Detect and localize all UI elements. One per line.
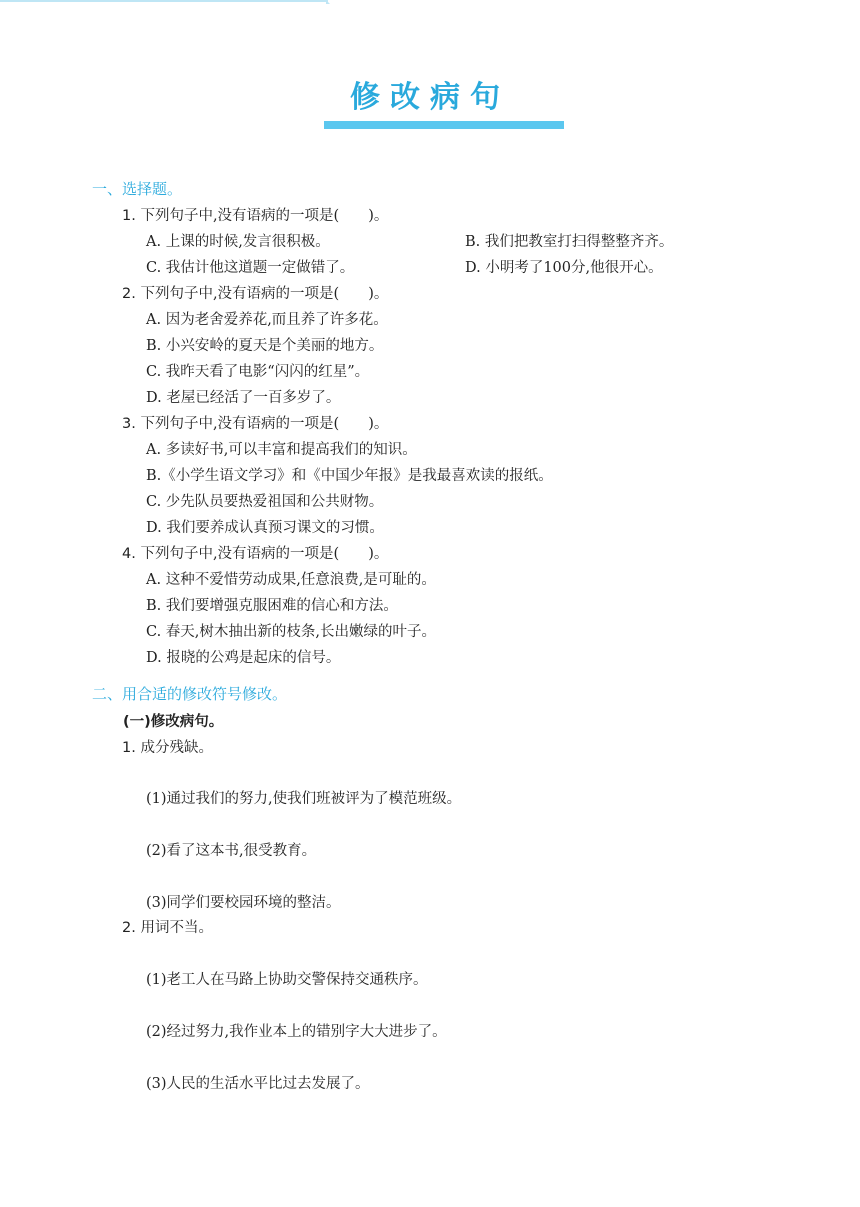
sentence-item: (1)通过我们的努力,使我们班被评为了模范班级。 <box>146 791 462 807</box>
question-stem: 下列句子中,没有语病的一项是( )。 <box>140 286 389 302</box>
option-a: A. 因为老舍爱养花,而且养了许多花。 <box>146 312 388 328</box>
top-rule-tip <box>326 0 330 4</box>
option-c: C. 少先队员要热爱祖国和公共财物。 <box>146 494 384 510</box>
option-a: A. 上课的时候,发言很积极。 <box>146 234 330 250</box>
sentence-item: (1)老工人在马路上协助交警保持交通秩序。 <box>146 972 428 988</box>
option-b: B. 小兴安岭的夏天是个美丽的地方。 <box>146 338 384 354</box>
top-rule <box>0 0 328 2</box>
option-c: C. 春天,树木抽出新的枝条,长出嫩绿的叶子。 <box>146 624 437 640</box>
option-b: B.《小学生语文学习》和《中国少年报》是我最喜欢读的报纸。 <box>146 468 553 484</box>
question-3 <box>122 412 388 433</box>
sentence-item: (3)同学们要校园环境的整洁。 <box>146 895 341 911</box>
group-title: 成分残缺。 <box>140 740 213 756</box>
sentence-item: (3)人民的生活水平比过去发展了。 <box>146 1076 370 1092</box>
section-heading-choice: 一、选择题。 <box>92 180 183 198</box>
option-b: B. 我们把教室打扫得整整齐齐。 <box>465 234 674 250</box>
option-b: B. 我们要增强克服困难的信心和方法。 <box>146 598 398 614</box>
group-1-label <box>122 736 213 757</box>
option-d: D. 老屋已经活了一百多岁了。 <box>146 390 341 406</box>
question-2 <box>122 282 388 303</box>
question-4 <box>122 542 388 563</box>
option-c: C. 我估计他这道题一定做错了。 <box>146 260 355 276</box>
option-c: C. 我昨天看了电影“闪闪的红星”。 <box>146 364 370 380</box>
question-1 <box>122 204 388 225</box>
question-number: 4. <box>122 546 136 562</box>
sentence-item: (2)看了这本书,很受教育。 <box>146 843 317 859</box>
question-number: 3. <box>122 416 136 432</box>
option-d: D. 报晓的公鸡是起床的信号。 <box>146 650 341 666</box>
question-number: 2. <box>122 286 136 302</box>
group-number: 2. <box>122 920 136 936</box>
option-a: A. 多读好书,可以丰富和提高我们的知识。 <box>146 442 417 458</box>
question-stem: 下列句子中,没有语病的一项是( )。 <box>140 208 389 224</box>
page-title: 修改病句 <box>350 80 510 115</box>
option-d: D. 小明考了100分,他很开心。 <box>465 260 663 276</box>
option-d: D. 我们要养成认真预习课文的习惯。 <box>146 520 384 536</box>
group-2-label <box>122 916 213 937</box>
group-number: 1. <box>122 740 136 756</box>
question-stem: 下列句子中,没有语病的一项是( )。 <box>140 416 389 432</box>
subheading: (一)修改病句。 <box>123 714 224 730</box>
option-a: A. 这种不爱惜劳动成果,任意浪费,是可耻的。 <box>146 572 436 588</box>
section-heading-correction: 二、用合适的修改符号修改。 <box>92 685 288 703</box>
question-number: 1. <box>122 208 136 224</box>
question-stem: 下列句子中,没有语病的一项是( )。 <box>140 546 389 562</box>
title-underline <box>324 121 564 129</box>
sentence-item: (2)经过努力,我作业本上的错别字大大进步了。 <box>146 1024 447 1040</box>
group-title: 用词不当。 <box>140 920 213 936</box>
